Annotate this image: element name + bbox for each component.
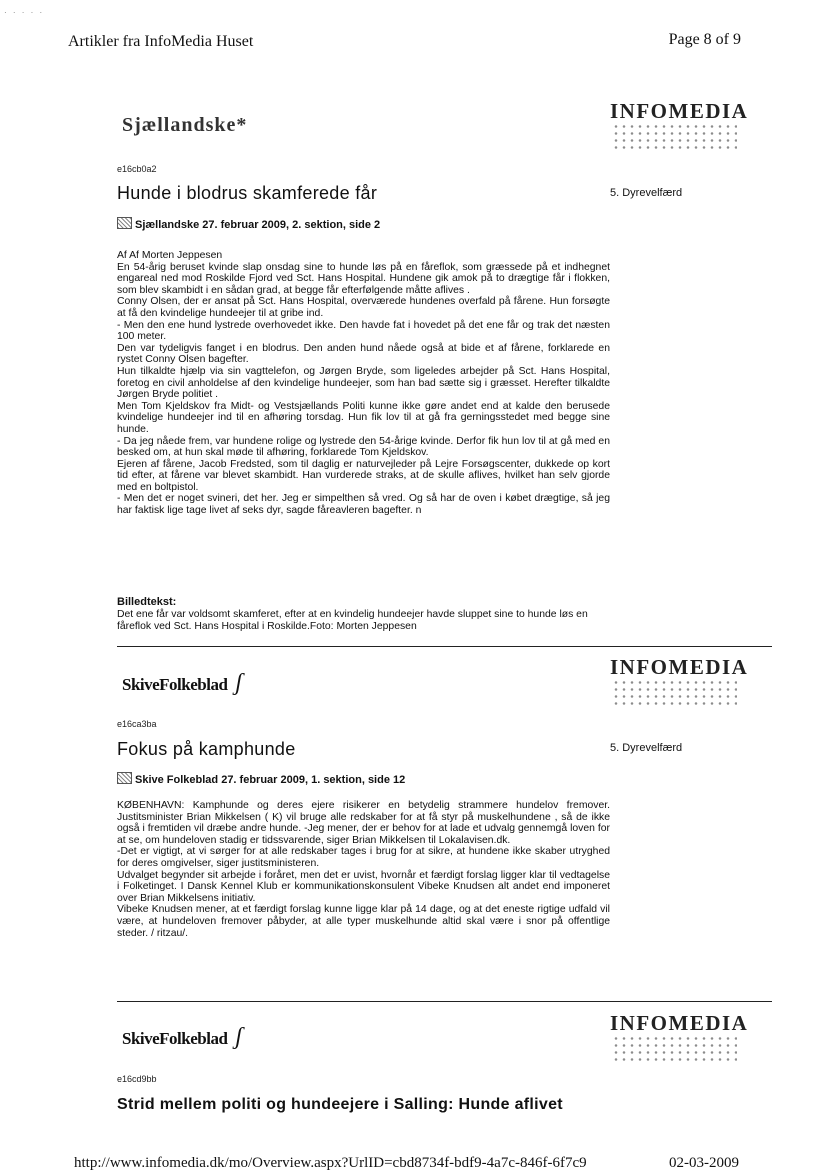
page-header-title: Artikler fra InfoMedia Huset <box>68 33 254 50</box>
caption-label: Billedtekst: <box>117 596 177 608</box>
paragraph: Hun tilkaldte hjælp via sin vagttelefon, og Jørgen Bryde, som ligeledes arbejder på Sct. Hans Hospital, foretog en civil anholdelse af den kvindelige hundeejer, som han bad sætte sig i græsset. Herefter tilkaldte Jørgen Bryde politiet . <box>117 365 610 401</box>
article-doc-id: e16cb0a2 <box>117 164 157 174</box>
sjaellandske-logo: Sjællandske* <box>122 114 248 136</box>
article-doc-id: e16ca3ba <box>117 719 157 729</box>
divider <box>117 646 772 647</box>
source-text: Sjællandske 27. februar 2009, 2. sektion, side 2 <box>135 219 381 231</box>
article-body <box>117 800 610 939</box>
source-text: Skive Folkeblad 27. februar 2009, 1. sektion, side 12 <box>135 774 406 786</box>
scan-artifact-dots: · · · · · <box>4 8 45 17</box>
paragraph: - Men det er noget svineri, det her. Jeg er simpelthen så vred. Og så har de oven i købet drægtige, så jeg har faktisk lige tage livet af seks dyr, sagde fåreavleren bagefter. n <box>117 493 610 517</box>
infomedia-dots-graphic <box>612 123 737 151</box>
paragraph: KØBENHAVN: Kamphunde og deres ejere risikerer en betydelig strammere hundelov fremover. Justitsminister Brian Mikkelsen ( K) vil bruge alle redskaber for at få styr på muskelhundene , så de ikke også i fremtiden vil dræbe andre hunde. -Jeg mener, der er behov for at lade et udvalg gennemgå loven for at se, om hundeloven stadig er tidssvarende, siger Brian Mikkelsen til Lokalavisen.dk. <box>117 800 610 846</box>
infomedia-logo: INFOMEDIA <box>610 1011 749 1035</box>
paragraph: - Men den ene hund lystrede overhovedet ikke. Den havde fat i hovedet på det ene får og trak det næsten 100 meter. <box>117 319 610 343</box>
article-doc-id: e16cd9bb <box>117 1074 157 1084</box>
paragraph: En 54-årig beruset kvinde slap onsdag sine to hunde løs på en fåreflok, som græssede på et indhegnet engareal ned mod Roskilde Fjord ved Sct. Hans Hospital. Hundene gik amok på to drægtige får i flokken, som blev skambidt i en sådan grad, at begge får efterfølgende måtte aflives . <box>117 261 610 296</box>
divider <box>117 1001 772 1002</box>
article-source <box>117 217 380 231</box>
infomedia-logo: INFOMEDIA <box>610 99 749 123</box>
image-caption: Det ene får var voldsomt skamferet, efter at en kvindelig hundeejer havde sluppet sine to hunde løs en fåreflok ved Sct. Hans Hospital i Roskilde.Foto: Morten Jeppesen <box>117 609 588 632</box>
article-title[interactable]: Hunde i blodrus skamferede får <box>117 183 378 203</box>
page-number: Page 8 of 9 <box>668 31 741 48</box>
article-title[interactable]: Fokus på kamphunde <box>117 739 296 759</box>
article-source <box>117 772 405 786</box>
paragraph: - Da jeg nåede frem, var hundene rolige og lystrede den 54-årige kvinde. Derfor fik hun lov til at gå med en besked om, at hun skal møde til afhøring, forklarede Tom Kjeldskov. <box>117 435 610 459</box>
paragraph: Af Af Morten Jeppesen <box>117 250 223 261</box>
paragraph: Ejeren af fårene, Jacob Fredsted, som til daglig er naturvejleder på Lejre Forsøgscenter, dukkede op kort tid efter, at fårene var blevet skambidt. Han vurderede straks, at de skulle aflives, hvilket han selv gjorde med en boltpistol. <box>117 458 610 493</box>
swirl-icon: ʃ <box>235 670 242 696</box>
article-category: 5. Dyrevelfærd <box>610 742 683 754</box>
newspaper-icon <box>117 217 132 229</box>
paragraph: Udvalget begynder sit arbejde i foråret, men det er uvist, hvornår et færdigt forslag ligger klar til vedtagelse i Folketinget. I Dansk Kennel Klub er kommunikationskonsulent Vibeke Knudsen alt andet end imponeret over Brian Mikkelsens initiativ. <box>117 869 610 904</box>
footer-url[interactable]: http://www.infomedia.dk/mo/Overview.aspx?UrlID=cbd8734f-bdf9-4a7c-846f-6f7c9 <box>74 1155 587 1171</box>
newspaper-icon <box>117 772 132 784</box>
article-title[interactable]: Strid mellem politi og hundeejere i Salling: Hunde aflivet <box>117 1096 563 1113</box>
paragraph: Vibeke Knudsen mener, at et færdigt forslag kunne ligge klar på 14 dage, og at det eneste rigtige udfald vil være, at hundeloven fremover påbyder, at alle typer muskelhunde altid skal være i snor på offentlige steder. / ritzau/. <box>117 904 610 939</box>
paragraph: -Det er vigtigt, at vi sørger for at alle redskaber tages i brug for at sikre, at hundene ikke skaber utryghed for deres omgivelser, siger justitsministeren. <box>117 846 610 869</box>
paragraph: Men Tom Kjeldskov fra Midt- og Vestsjællands Politi kunne ikke gøre andet end at kalde den berusede kvindelige hundeejer ind til en afhøring torsdag. Hun fik lov til at gå fra gerningsstedet med begge sine hunde. <box>117 400 610 435</box>
infomedia-logo: INFOMEDIA <box>610 655 749 679</box>
article-category: 5. Dyrevelfærd <box>610 187 683 199</box>
footer-date: 02-03-2009 <box>669 1155 739 1171</box>
swirl-icon: ʃ <box>235 1024 242 1050</box>
infomedia-dots-graphic <box>612 1035 737 1063</box>
skive-folkeblad-logo <box>122 670 242 697</box>
article-body <box>117 250 610 517</box>
paragraph: Den var tydeligvis fanget i en blodrus. Den anden hund nåede også at bide et af fårene, forklarede en rystet Conny Olsen bagefter. <box>117 342 610 366</box>
logo-text: SkiveFolkeblad <box>122 675 228 694</box>
skive-folkeblad-logo <box>122 1024 242 1051</box>
logo-text: SkiveFolkeblad <box>122 1029 228 1048</box>
paragraph: Conny Olsen, der er ansat på Sct. Hans Hospital, overværede hundenes overfald på fårene. Hun forsøgte at få den kvindelige hundeejer til at gribe ind. <box>117 296 610 319</box>
infomedia-dots-graphic <box>612 679 737 707</box>
